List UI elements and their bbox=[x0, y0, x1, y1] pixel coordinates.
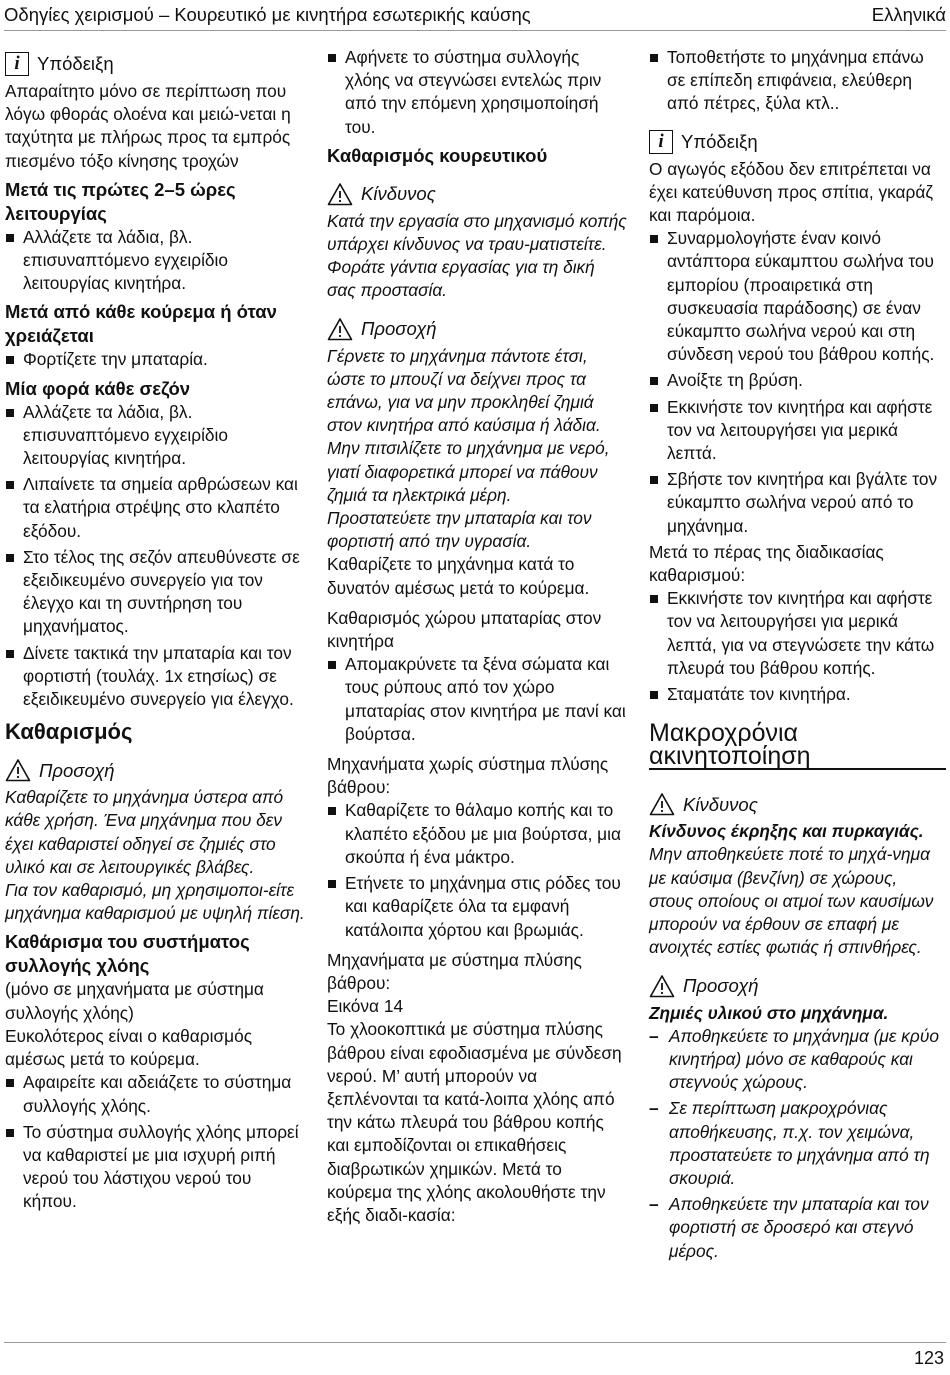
note-text: Απαραίτητο μόνο σε περίπτωση που λόγω φθοράς ολοένα και μειώ-νεται η ταχύτητα με πλήρως προς τα εμπρός πιεσμένο τόξο κίνησης τροχών bbox=[5, 81, 291, 171]
danger-heading bbox=[327, 182, 627, 206]
page-number: 123 bbox=[913, 1348, 944, 1368]
chapter-heading: Μακροχρόνια ακινητοποίηση bbox=[649, 722, 946, 770]
header-title: Οδηγίες χειρισμού – Κουρευτικό με κινητήρα εσωτερικής καύσης bbox=[4, 4, 531, 25]
sub-heading: Μηχανήματα χωρίς σύστημα πλύσης βάθρου: bbox=[327, 754, 609, 798]
figure-reference: Εικόνα 14 bbox=[327, 996, 404, 1017]
list-item: Αλλάζετε τα λάδια, βλ. επισυναπτόμενο εγχειρίδιο λειτουργίας κινητήρα. bbox=[5, 401, 305, 471]
danger-heading bbox=[649, 792, 946, 816]
bullet-list bbox=[5, 348, 305, 371]
warning-label: Προσοχή bbox=[39, 759, 115, 781]
warning-text: Για τον καθαρισμό, μη χρησιμοποι-είτε μηχάνημα καθαρισμού με υψηλή πίεση. bbox=[5, 880, 305, 924]
warning-text: Γέρνετε το μηχάνημα πάντοτε έτσι, ώστε το μπουζί να δείχνει προς τα επάνω, για να μην προκληθεί ζημιά στον κινητήρα από καύσιμα ή λάδια. bbox=[327, 345, 601, 436]
section-heading: Μετά τις πρώτες 2–5 ώρες λειτουργίας bbox=[5, 178, 236, 224]
paragraph: Ευκολότερος είναι ο καθαρισμός αμέσως μετά το κούρεμα. bbox=[5, 1025, 253, 1070]
list-item: Σταματάτε τον κινητήρα. bbox=[649, 683, 946, 706]
warning-triangle-icon bbox=[649, 974, 675, 998]
warning-triangle-icon bbox=[5, 758, 31, 782]
paragraph: (μόνο σε μηχανήματα με σύστημα συλλογής χλόης) bbox=[5, 979, 264, 1023]
warning-heading bbox=[5, 758, 305, 782]
list-item: – Αποθηκεύετε το μηχάνημα (με κρύο κινητήρα) μόνο σε καθαρούς και στεγνούς χώρους. bbox=[649, 1025, 946, 1095]
warning-title: Ζημιές υλικού στο μηχάνημα. bbox=[649, 1002, 889, 1023]
warning-text: Μην πιτσιλίζετε το μηχάνημα με νερό, γιατί διαφορετικά μπορεί να πάθουν ζημιά τα ηλεκτρικά μέρη. bbox=[327, 438, 610, 505]
bullet-list bbox=[327, 799, 627, 941]
bullet-list bbox=[327, 46, 627, 139]
column-1 bbox=[5, 46, 305, 1217]
warning-triangle-icon bbox=[327, 182, 353, 206]
note-text: Ο αγωγός εξόδου δεν επιτρέπεται να έχει κατεύθυνση προς σπίτια, γκαράζ και παρόμοια. bbox=[649, 158, 933, 226]
header-language: Ελληνικά bbox=[871, 4, 946, 25]
list-item: Αλλάζετε τα λάδια, βλ. επισυναπτόμενο εγχειρίδιο λειτουργίας κινητήρα. bbox=[5, 226, 305, 296]
footer-divider bbox=[4, 1342, 946, 1343]
list-item: Στο τέλος της σεζόν απευθύνεστε σε εξειδικευμένο συνεργείο για τον έλεγχο και τη συντήρηση του μηχανήματος. bbox=[5, 546, 305, 639]
bullet-list bbox=[327, 653, 627, 746]
chapter-heading: Καθαρισμός bbox=[5, 719, 133, 745]
danger-text: Κατά την εργασία στο μηχανισμό κοπής υπάρχει κίνδυνος να τραυ-ματιστείτε. Φοράτε γάντια εργασίας για τη δική σας προστασία. bbox=[327, 210, 627, 301]
info-icon: i bbox=[649, 130, 673, 154]
bullet-list bbox=[5, 1071, 305, 1213]
section-heading: Καθαρισμός κουρευτικού bbox=[327, 144, 548, 166]
note-heading bbox=[5, 52, 305, 76]
paragraph: Το χλοοκοπτικά με σύστημα πλύσης βάθρου είναι εφοδιασμένα με σύνδεση νερού. Μ’ αυτή μπορούν να ξεπλένονται τα κατά-λοιπα χλόης από την κάτω πλευρά του βάθρου κοπής και εμποδίζονται οι επικαθήσεις διαβρωτικών χημικών. Μετά το κούρεμα της χλόης ακολουθήστε την εξής διαδι-κασία: bbox=[327, 1019, 622, 1225]
bullet-list bbox=[649, 46, 946, 116]
warning-label: Προσοχή bbox=[683, 974, 759, 996]
paragraph: Καθαρίζετε το μηχάνημα κατά το δυνατόν αμέσως μετά το κούρεμα. bbox=[327, 554, 590, 598]
list-item: – Αποθηκεύετε την μπαταρία και τον φορτιστή σε δροσερό και στεγνό μέρος. bbox=[649, 1193, 946, 1263]
warning-triangle-icon bbox=[649, 792, 675, 816]
list-item: Λιπαίνετε τα σημεία αρθρώσεων και τα ελατήρια στρέψης στο κλαπέτο εξόδου. bbox=[5, 473, 305, 543]
bullet-list bbox=[649, 227, 946, 538]
list-item: Το σύστημα συλλογής χλόης μπορεί να καθαριστεί με μια ισχυρή ριπή νερού του λάστιχου νερού του κήπου. bbox=[5, 1121, 305, 1214]
dash-list bbox=[649, 1025, 946, 1263]
danger-label: Κίνδυνος bbox=[361, 183, 436, 205]
note-heading bbox=[649, 130, 946, 154]
list-item: Τοποθετήστε το μηχάνημα επάνω σε επίπεδη επιφάνεια, ελεύθερη από πέτρες, ξύλα κτλ.. bbox=[649, 46, 946, 116]
danger-label: Κίνδυνος bbox=[683, 793, 758, 815]
note-label: Υπόδειξη bbox=[37, 53, 114, 75]
danger-title: Κίνδυνος έκρηξης και πυρκαγιάς. bbox=[649, 821, 924, 842]
list-item: Συναρμολογήστε έναν κοινό αντάπτορα εύκαμπτου σωλήνα του εμπορίου (προαιρετικά στη συσκευασία παράδοσης) σε έναν εύκαμπτο σωλήνα νερού και στη σύνδεση νερού του βάθρου κοπής. bbox=[649, 227, 946, 366]
list-item: Αφήνετε το σύστημα συλλογής χλόης να στεγνώσει εντελώς πριν από την επόμενη χρησιμοποίησή του. bbox=[327, 46, 627, 139]
sub-heading: Μηχανήματα με σύστημα πλύσης βάθρου: bbox=[327, 949, 582, 993]
warning-heading bbox=[649, 974, 946, 998]
bullet-list bbox=[5, 401, 305, 712]
column-3 bbox=[649, 46, 946, 1266]
warning-text: Προστατεύετε την μπαταρία και τον φορτιστή από την υγρασία. bbox=[327, 508, 592, 552]
list-item: Αφαιρείτε και αδειάζετε το σύστημα συλλογής χλόης. bbox=[5, 1071, 305, 1117]
section-heading: Μία φορά κάθε σεζόν bbox=[5, 377, 191, 399]
warning-heading bbox=[327, 317, 627, 341]
paragraph: Μετά το πέρας της διαδικασίας καθαρισμού: bbox=[649, 541, 884, 586]
list-item: – Σε περίπτωση μακροχρόνιας αποθήκευσης, π.χ. τον χειμώνα, προστατεύετε το μηχάνημα από τη σκουριά. bbox=[649, 1097, 946, 1190]
bullet-list bbox=[649, 587, 946, 706]
list-item: Ετήνετε το μηχάνημα στις ρόδες του και καθαρίζετε όλα τα εμφανή κατάλοιπα χόρτου και βρωμιάς. bbox=[327, 872, 627, 942]
warning-text: Καθαρίζετε το μηχάνημα ύστερα από κάθε χρήση. Ένα μηχάνημα που δεν έχει καθαριστεί οδηγεί σε ζημιές στο υλικό και σε λειτουργικές βλάβες. bbox=[5, 787, 284, 877]
note-label: Υπόδειξη bbox=[681, 131, 758, 152]
danger-text: Μην αποθηκεύετε ποτέ το μηχά-νημα με καύσιμα (βενζίνη) σε χώρους, στους οποίους οι ατμοί των καυσίμων μπορούν να έρθουν σε επαφή με ανοιχτές εστίες φωτιάς ή σπινθήρες. bbox=[649, 844, 934, 958]
section-heading: Καθάρισμα του συστήματος συλλογής χλόης bbox=[5, 931, 250, 977]
warning-label: Προσοχή bbox=[361, 318, 437, 340]
info-icon: i bbox=[5, 52, 29, 76]
list-item: Δίνετε τακτικά την μπαταρία και τον φορτιστή (τουλάχ. 1x ετησίως) σε εξειδικευμένο συνεργείο για έλεγχο. bbox=[5, 642, 305, 712]
list-item: Εκκινήστε τον κινητήρα και αφήστε τον να λειτουργήσει για μερικά λεπτά. bbox=[649, 396, 946, 466]
list-item: Σβήστε τον κινητήρα και βγάλτε τον εύκαμπτο σωλήνα νερού από το μηχάνημα. bbox=[649, 468, 946, 538]
list-item: Εκκινήστε τον κινητήρα και αφήστε τον να λειτουργήσει για μερικά λεπτά, για να στεγνώσετε την κάτω πλευρά του βάθρου κοπής. bbox=[649, 587, 946, 680]
page-header bbox=[4, 0, 946, 31]
list-item: Απομακρύνετε τα ξένα σώματα και τους ρύπους από τον χώρο μπαταρίας στον κινητήρα με πανί και βούρτσα. bbox=[327, 653, 627, 746]
list-item: Καθαρίζετε το θάλαμο κοπής και το κλαπέτο εξόδου με μια βούρτσα, μια σκούπα ή ένα μάκτρο. bbox=[327, 799, 627, 869]
column-2 bbox=[327, 46, 627, 1227]
list-item: Ανοίξτε τη βρύση. bbox=[649, 369, 946, 392]
bullet-list bbox=[5, 226, 305, 296]
section-heading: Μετά από κάθε κούρεμα ή όταν χρειάζεται bbox=[5, 301, 277, 347]
warning-triangle-icon bbox=[327, 317, 353, 341]
list-item: Φορτίζετε την μπαταρία. bbox=[5, 348, 305, 371]
sub-heading: Καθαρισμός χώρου μπαταρίας στον κινητήρα bbox=[327, 607, 602, 652]
